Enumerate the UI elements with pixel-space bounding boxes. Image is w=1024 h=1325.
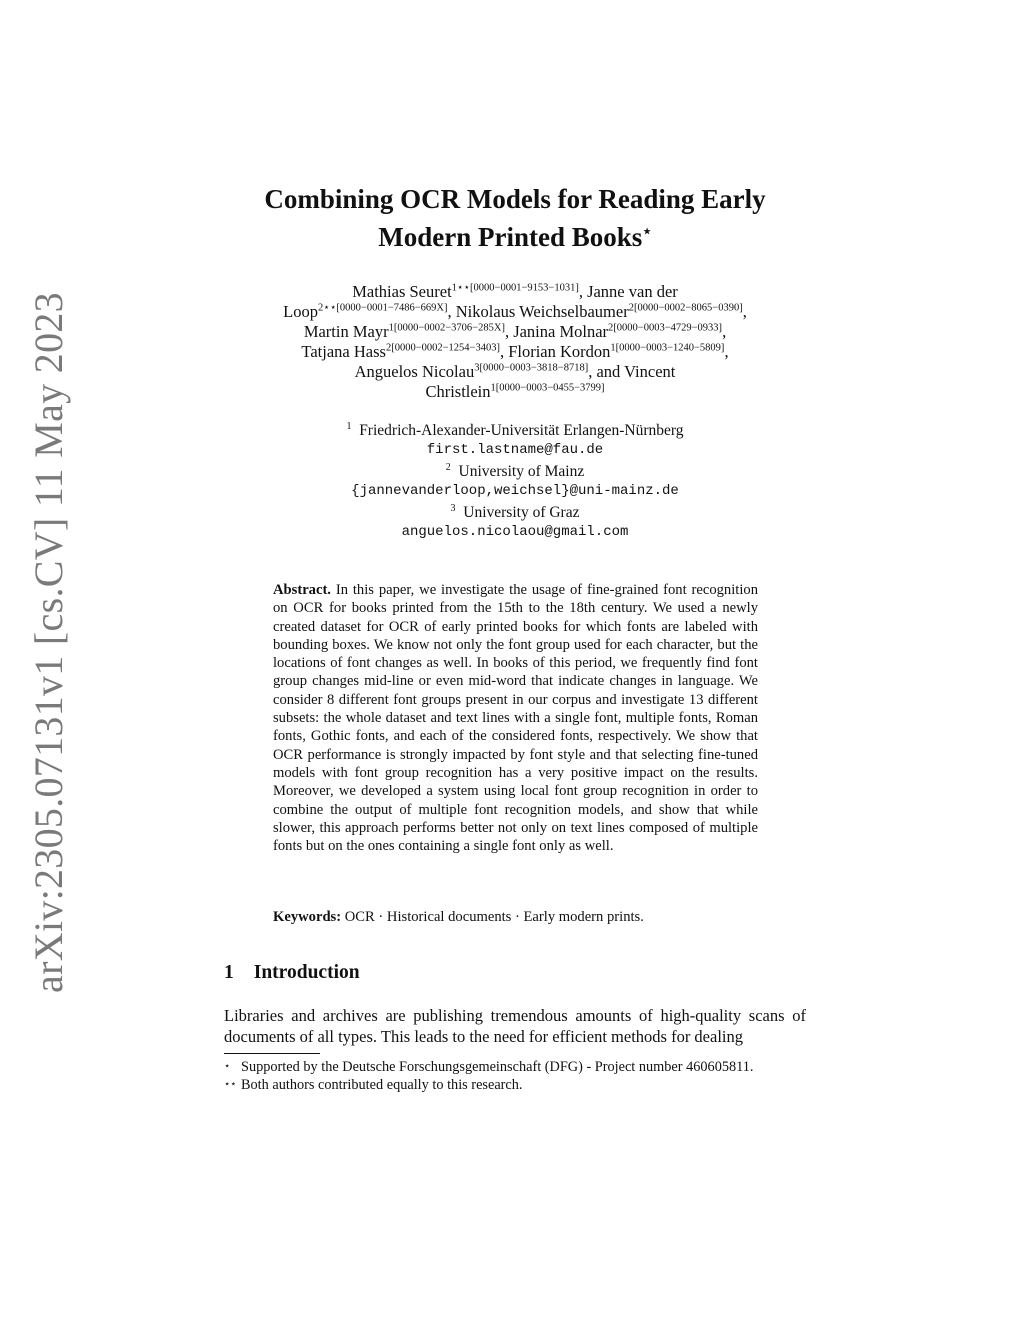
title-footnote-mark: ⋆ bbox=[642, 224, 652, 240]
affiliation-number: 3 bbox=[450, 502, 456, 514]
author-name: , Florian Kordon bbox=[499, 342, 611, 361]
footnotes bbox=[224, 1058, 806, 1094]
author-name: Anguelos Nicolau bbox=[354, 362, 475, 381]
author-name: , Janina Molnar bbox=[504, 322, 609, 341]
keywords-label: Keywords: bbox=[273, 909, 342, 925]
section-title: Introduction bbox=[253, 962, 360, 983]
abstract-label: Abstract. bbox=[273, 582, 331, 598]
affiliation-email: {jannevanderloop,weichsel}@uni-mainz.de bbox=[351, 482, 679, 499]
author-orcid: 1⋆⋆[0000−0001−9153−1031] bbox=[451, 282, 579, 294]
section-heading bbox=[224, 962, 804, 984]
author-name: Martin Mayr bbox=[303, 322, 389, 341]
keywords-text: OCR · Historical documents · Early modern prints. bbox=[344, 909, 644, 925]
author-orcid: 3[0000−0003−3818−8718] bbox=[474, 362, 589, 374]
author-separator: , bbox=[742, 302, 747, 321]
affiliation-name: University of Graz bbox=[463, 504, 580, 522]
affiliation-number: 2 bbox=[445, 461, 451, 473]
abstract bbox=[273, 581, 758, 855]
author-name: Tatjana Hass bbox=[301, 342, 386, 361]
title-line-2: Modern Printed Books bbox=[378, 222, 643, 252]
affiliation-2 bbox=[200, 459, 830, 482]
paper-title bbox=[200, 183, 830, 254]
author-name: Mathias Seuret bbox=[352, 282, 452, 301]
intro-paragraph: Libraries and archives are publishing tremendous amounts of high-quality scans of documents of all types. This leads to the need for efficient methods for dealing bbox=[224, 1006, 806, 1046]
affiliation-name: University of Mainz bbox=[458, 463, 585, 481]
affiliation-number: 1 bbox=[346, 421, 352, 432]
arxiv-identifier: arXiv:2305.07131v1 [cs.CV] 11 May 2023 bbox=[25, 291, 71, 993]
footnote-divider bbox=[224, 1053, 320, 1054]
footnote-mark: ⋆ bbox=[224, 1061, 231, 1072]
author-orcid: 2[0000−0003−4729−0933] bbox=[608, 322, 723, 334]
affiliation-1 bbox=[200, 418, 830, 441]
author-separator: , bbox=[722, 322, 727, 341]
title-line-1: Combining OCR Models for Reading Early bbox=[264, 184, 766, 214]
abstract-text: In this paper, we investigate the usage of fine-grained font recognition on OCR for books printed from the 15th to the 18th century. We used a newly created dataset for OCR of early printed books for which fonts are labeled with bounding boxes. We know not only the font group used for each character, but the locations of font changes as well. In books of this period, we frequently find font group changes mid-line or even mid-word that indicate changes in language. We consider 8 different font groups present in our corpus and investigate 13 different subsets: the whole dataset and text lines with a single font, multiple fonts, Roman fonts, Gothic fonts, and each of the considered fonts, respectively. We show that OCR performance is strongly impacted by font style and that selecting fine-tuned models with font group recognition has a very positive impact on the results. Moreover, we developed a system using local font group recognition in order to combine the output of multiple font recognition models, and show that while slower, this approach performs better not only on text lines composed of multiple fonts but on the ones containing a single font only as well. bbox=[273, 582, 758, 855]
author-orcid: 2[0000−0002−1254−3403] bbox=[385, 342, 500, 354]
footnote-text: Both authors contributed equally to this research. bbox=[241, 1077, 523, 1093]
section-number: 1 bbox=[224, 962, 234, 983]
author-orcid: 1[0000−0002−3706−285X] bbox=[388, 322, 505, 334]
footnote-mark: ⋆⋆ bbox=[224, 1079, 237, 1090]
affiliations bbox=[200, 418, 830, 541]
author-orcid: 1[0000−0003−1240−5809] bbox=[610, 342, 725, 354]
footnote bbox=[224, 1076, 806, 1094]
author-name: , Janne van der bbox=[578, 282, 678, 301]
author-name: Loop bbox=[283, 302, 318, 321]
affiliation-3 bbox=[200, 500, 830, 523]
author-name: Christlein bbox=[425, 382, 491, 401]
footnote bbox=[224, 1058, 806, 1076]
footnote-text: Supported by the Deutsche Forschungsgemeinschaft (DFG) - Project number 460605811. bbox=[241, 1059, 754, 1075]
affiliation-name: Friedrich-Alexander-Universität Erlangen-Nürnberg bbox=[359, 422, 684, 440]
arxiv-side-label bbox=[22, 291, 74, 993]
author-orcid: 2⋆⋆[0000−0001−7486−669X] bbox=[318, 302, 448, 314]
affiliation-email: anguelos.nicolaou@gmail.com bbox=[401, 523, 629, 540]
author-name: , Nikolaus Weichselbaumer bbox=[447, 302, 629, 321]
author-orcid: 1[0000−0003−0455−3799] bbox=[490, 382, 605, 394]
author-list bbox=[190, 282, 840, 402]
keywords bbox=[273, 908, 758, 926]
author-orcid: 2[0000−0002−8065−0390] bbox=[628, 302, 743, 314]
affiliation-email: first.lastname@fau.de bbox=[426, 441, 604, 458]
author-separator: , bbox=[724, 342, 729, 361]
author-name: , and Vincent bbox=[588, 362, 676, 381]
